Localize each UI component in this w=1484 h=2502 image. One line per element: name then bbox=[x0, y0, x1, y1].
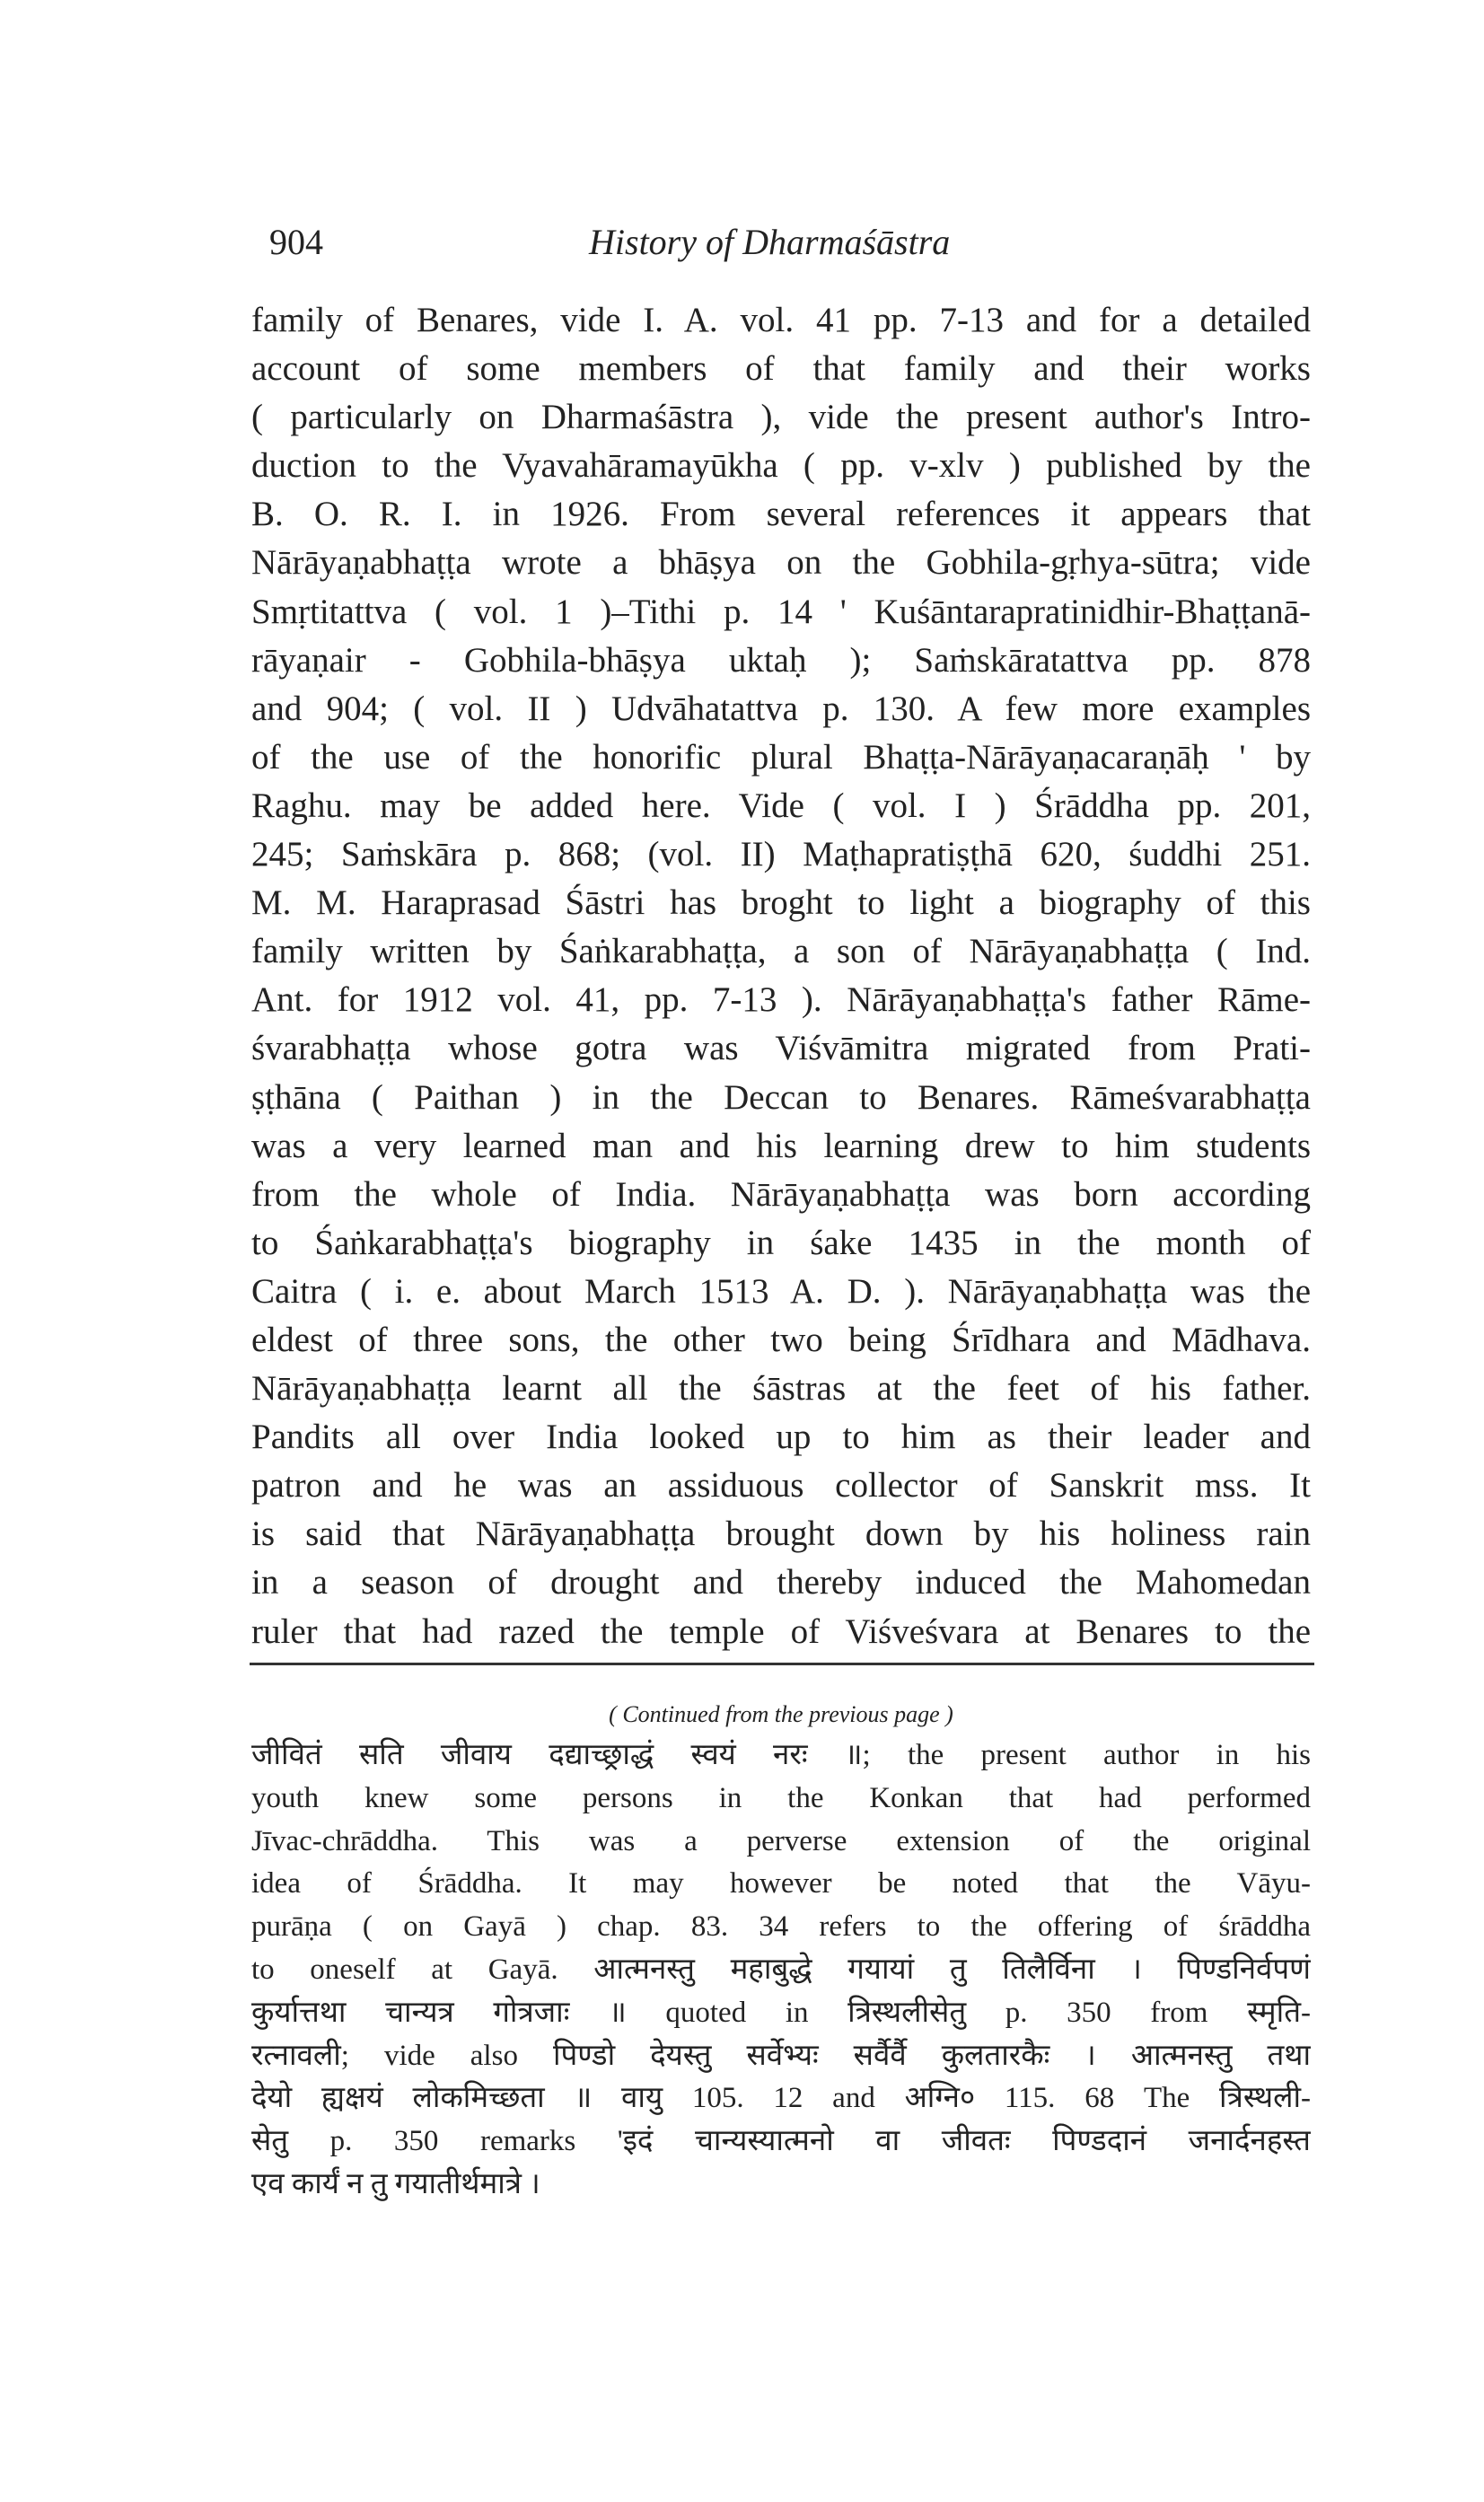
body-line: Pandits all over India looked up to him as their leader and bbox=[251, 1418, 1311, 1457]
body-line: rāyaṇair - Gobhila-bhāṣya uktaḥ ); Saṁskāratattva pp. 878 bbox=[251, 640, 1311, 680]
body-line: is said that Nārāyaṇabhaṭṭa brought down by his holiness rain bbox=[251, 1514, 1311, 1554]
body-line: account of some members of that family and their works bbox=[251, 349, 1311, 389]
footnote-heading: ( Continued from the previous page ) bbox=[609, 1701, 953, 1727]
body-line: and 904; ( vol. II ) Udvāhatattva p. 130. A few more examples bbox=[251, 689, 1311, 728]
body-line: Raghu. may be added here. Vide ( vol. I ) Śrāddha pp. 201, bbox=[251, 786, 1311, 825]
body-line: family of Benares, vide I. A. vol. 41 pp. 7-13 and for a detailed bbox=[251, 301, 1311, 339]
footnote-divider bbox=[250, 1663, 1314, 1665]
running-title: History of Dharmaśāstra bbox=[589, 222, 951, 262]
body-line: 245; Saṁskāra p. 868; (vol. II) Maṭhapratiṣṭhā 620, śuddhi 251. bbox=[251, 835, 1311, 874]
body-line: Nārāyaṇabhaṭṭa wrote a bhāṣya on the Gobhila-gṛhya-sūtra; vide bbox=[251, 543, 1311, 583]
body-line: ṣṭhāna ( Paithan ) in the Deccan to Benares. Rāmeśvarabhaṭṭa bbox=[251, 1077, 1311, 1117]
footnote-line: कुर्यात्तथा चान्यत्र गोत्रजाः ॥ quoted in त्रिस्थलीसेतु p. 350 from स्मृति- bbox=[251, 1996, 1311, 2029]
footnote-line: purāṇa ( on Gayā ) chap. 83. 34 refers to the offering of śrāddha bbox=[251, 1910, 1311, 1944]
page-number: 904 bbox=[269, 222, 323, 262]
footnote-text bbox=[251, 1734, 1311, 2207]
footnote-line: देयो ह्यक्षयं लोकमिच्छता ॥ वायु 105. 12 and अग्नि० 115. 68 The त्रिस्थली- bbox=[251, 2082, 1311, 2115]
footnote bbox=[251, 1695, 1311, 2207]
body-line: eldest of three sons, the other two being Śrīdhara and Mādhava. bbox=[251, 1320, 1311, 1359]
footnote-line: youth knew some persons in the Konkan that had performed bbox=[251, 1781, 1311, 1814]
body-line: śvarabhaṭṭa whose gotra was Viśvāmitra migrated from Prati- bbox=[251, 1029, 1311, 1068]
footnote-line: रत्नावली; vide also पिण्डो देयस्तु सर्वेभ्यः सर्वैर्वै कुलतारकैः । आत्मनस्तु तथा bbox=[251, 2039, 1311, 2072]
body-line: to Śaṅkarabhaṭṭa's biography in śake 1435 in the month of bbox=[251, 1223, 1311, 1262]
body-line: B. O. R. I. in 1926. From several references it appears that bbox=[251, 495, 1311, 534]
body-line: from the whole of India. Nārāyaṇabhaṭṭa was born according bbox=[251, 1174, 1311, 1214]
body-text bbox=[251, 296, 1311, 1656]
body-line: patron and he was an assiduous collector of Sanskrit mss. It bbox=[251, 1466, 1311, 1506]
body-line: Ant. for 1912 vol. 41, pp. 7-13 ). Nārāyaṇabhaṭṭa's father Rāme- bbox=[251, 980, 1311, 1020]
footnote-line: एव कार्यं न तु गयातीर्थमात्रे । bbox=[251, 2167, 540, 2200]
body-line: Caitra ( i. e. about March 1513 A. D. ). Nārāyaṇabhaṭṭa was the bbox=[251, 1271, 1311, 1311]
body-line: was a very learned man and his learning drew to him students bbox=[251, 1126, 1311, 1165]
body-line: of the use of the honorific plural Bhaṭṭa-Nārāyaṇacaraṇāḥ ' by bbox=[251, 737, 1311, 777]
body-line: Nārāyaṇabhaṭṭa learnt all the śāstras at the feet of his father. bbox=[251, 1369, 1311, 1409]
body-line: family written by Śaṅkarabhaṭṭa, a son of Nārāyaṇabhaṭṭa ( Ind. bbox=[251, 932, 1311, 971]
body-line: Smṛtitattva ( vol. 1 )–Tithi p. 14 ' Kuśāntarapratinidhir-Bhaṭṭanā- bbox=[251, 592, 1311, 631]
footnote-line: Jīvac-chrāddha. This was a perverse extension of the original bbox=[251, 1824, 1311, 1857]
page-header bbox=[269, 221, 1311, 275]
footnote-line: सेतु p. 350 remarks 'इदं चान्यस्यात्मनो वा जीवतः पिण्डदानं जनार्दनहस्त bbox=[251, 2125, 1311, 2158]
body-line: M. M. Haraprasad Śāstri has broght to light a biography of this bbox=[251, 883, 1311, 923]
footnote-line: idea of Śrāddha. It may however be noted that the Vāyu- bbox=[251, 1867, 1311, 1901]
footnote-line: जीवितं सति जीवाय दद्याच्छ्राद्धं स्वयं नरः ॥; the present author in his bbox=[251, 1739, 1311, 1771]
body-line: ruler that had razed the temple of Viśveśvara at Benares to the bbox=[251, 1611, 1311, 1651]
body-line: duction to the Vyavahāramayūkha ( pp. v-xlv ) published by the bbox=[251, 446, 1311, 486]
body-line: ( particularly on Dharmaśāstra ), vide the present author's Intro- bbox=[251, 398, 1311, 437]
body-line: in a season of drought and thereby induced the Mahomedan bbox=[251, 1563, 1311, 1602]
footnote-line: to oneself at Gayā. आत्मनस्तु महाबुद्धे गयायां तु तिलैर्विना । पिण्डनिर्वपणं bbox=[251, 1953, 1311, 1986]
